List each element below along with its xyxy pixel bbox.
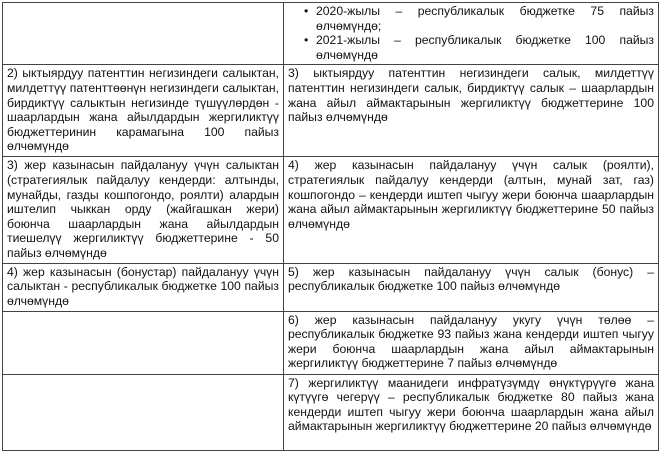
left-cell: 3) жер казынасын пайдалануу үчүн салыктан (стратегиялык пайдалуу кендерди: алтынды, мунайды, газды кошпогондо, роялти) алардын иштелип чыккан орду (жайгашкан жери) боюнча шаарлардын жана айылдардын тиешелүү жергиликтүү бюджеттерине - 50 пайыз өлчөмүндө xyxy=(3,157,284,263)
bullet-item: • 2021-жылы – республикалык бюджетке 100 пайыз өлчөмүндө xyxy=(316,33,654,62)
left-cell-empty xyxy=(3,311,284,374)
right-cell: 6) жер казынасын пайдалануу укугу үчүн төлөө – республикалык бюджетке 93 пайыз жана кендерди иштеп чыгуу жери боюнча шаарлардын жана айыл аймактарынын жергиликтүү бюджеттерине 7 пайыз өлчөмүндө xyxy=(284,311,659,374)
left-cell: 4) жер казынасын (бонустар) пайдалануу үчүн салыктан - республикалык бюджетке 100 пайыз өлчөмүндө xyxy=(3,263,284,311)
table-row xyxy=(3,374,659,450)
table-row xyxy=(3,263,659,311)
bullet-item: • 2020-жылы – республикалык бюджетке 75 пайыз өлчөмүндө; xyxy=(316,4,654,33)
table-row xyxy=(3,65,659,157)
left-cell-empty xyxy=(3,3,284,65)
right-cell: 3) ыктыярдуу патенттин негизиндеги салык, милдеттүү патенттин негизиндеги салык, бирдиктүү салык – шаарлардын жана айыл аймактарынын жергиликтүү бюджеттерине 100 пайыз өлчөмүндө xyxy=(284,65,659,157)
table-row xyxy=(3,311,659,374)
left-cell-empty xyxy=(3,374,284,450)
table-row xyxy=(3,157,659,263)
left-cell: 2) ыктыярдуу патенттин негизиндеги салыктан, милдеттүү патенттөөнүн негизиндеги салыктан, бирдиктүү салыктын негизинде түшүүлөрдөн - шаарлардын жана айылдардын жергиликтүү бюджеттеринин карамагына 100 пайыз өлчөмүндө xyxy=(3,65,284,157)
right-cell xyxy=(284,3,659,65)
right-cell: 7) жергиликтүү маанидеги инфратүзүмдү өнүктүрүүгө жана күтүүгө чегерүү – республикалык бюджетке 80 пайыз жана кендерди иштеп чыгуу жери боюнча шаарлардын жана айыл аймактарынын жергиликтүү бюджеттерине 20 пайыз өлчөмүндө xyxy=(284,374,659,450)
comparison-table xyxy=(2,2,659,451)
right-cell: 5) жер казынасын пайдалануу үчүн салык (бонус) – республикалык бюджетке 100 пайыз өлчөмүндө xyxy=(284,263,659,311)
right-cell: 4) жер казынасын пайдалануу үчүн салык (роялти), стратегиялык пайдалуу кендерди (алтын, мунай зат, газ) кошпогондо – кендерди иштеп чыгуу жери боюнча шаарлардын жана айыл аймактарынын жергиликтүү бюджеттерине 50 пайыз өлчөмүндө xyxy=(284,157,659,263)
bullet-list xyxy=(288,4,654,62)
table-row xyxy=(3,3,659,65)
